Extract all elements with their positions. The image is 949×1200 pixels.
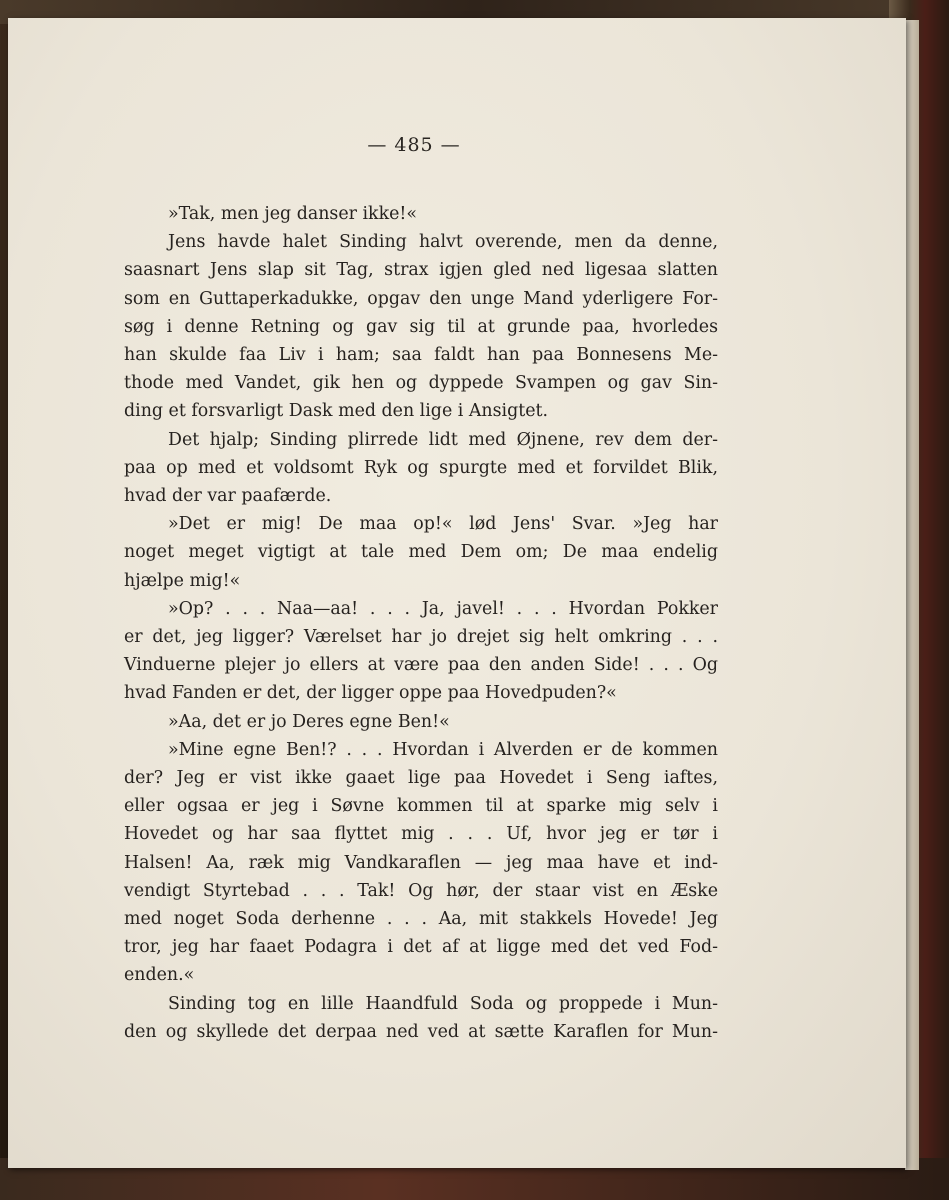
page-stack-edge: [905, 20, 919, 1170]
page-number: — 485 —: [367, 134, 461, 156]
text-line: han skulde faa Liv i ham; saa faldt han paa Bonnesens Me-: [124, 345, 718, 366]
text-line: »Aa, det er jo Deres egne Ben!«: [168, 711, 450, 732]
text-line: med noget Soda derhenne . . . Aa, mit stakkels Hovede! Jeg: [124, 909, 718, 930]
body-text: [124, 200, 718, 1046]
text-line: »Op? . . . Naa—aa! . . . Ja, javel! . . . Hvordan Pokker: [168, 598, 718, 619]
text-line: noget meget vigtigt at tale med Dem om; De maa endelig: [124, 542, 718, 563]
text-line: vendigt Styrtebad . . . Tak! Og hør, der staar vist en Æske: [124, 880, 718, 901]
text-line: Jens havde halet Sinding halvt overende, men da denne,: [168, 232, 718, 253]
text-line: hvad der var paafærde.: [124, 486, 332, 507]
text-line: eller ogsaa er jeg i Søvne kommen til at sparke mig selv i: [124, 796, 718, 817]
text-line: Hovedet og har saa flyttet mig . . . Uf, hvor jeg er tør i: [124, 824, 718, 845]
text-line: den og skyllede det derpaa ned ved at sætte Karaflen for Mun-: [124, 1021, 718, 1042]
text-line: paa op med et voldsomt Ryk og spurgte med et forvildet Blik,: [124, 457, 718, 478]
text-line: Vinduerne plejer jo ellers at være paa den anden Side! . . . Og: [124, 655, 718, 676]
text-line: enden.«: [124, 965, 195, 986]
text-line: hjælpe mig!«: [124, 570, 241, 591]
text-line: Sinding tog en lille Haandfuld Soda og proppede i Mun-: [168, 993, 718, 1014]
text-line: der? Jeg er vist ikke gaaet lige paa Hovedet i Seng iaftes,: [124, 768, 718, 789]
text-line: ding et forsvarligt Dask med den lige i Ansigtet.: [124, 401, 549, 422]
text-line: Det hjalp; Sinding plirrede lidt med Øjnene, rev dem der-: [168, 429, 718, 450]
text-line: hvad Fanden er det, der ligger oppe paa Hovedpuden?«: [124, 683, 617, 704]
text-line: søg i denne Retning og gav sig til at grunde paa, hvorledes: [124, 316, 718, 337]
text-line: »Det er mig! De maa op!« lød Jens' Svar. »Jeg har: [168, 514, 718, 535]
text-line: thode med Vandet, gik hen og dyppede Svampen og gav Sin-: [124, 373, 718, 394]
text-line: Halsen! Aa, ræk mig Vandkaraflen — jeg maa have et ind-: [124, 852, 718, 873]
text-line: tror, jeg har faaet Podagra i det af at ligge med det ved Fod-: [124, 937, 718, 958]
text-line: »Mine egne Ben!? . . . Hvordan i Alverden er de kommen: [168, 739, 718, 760]
text-line: »Tak, men jeg danser ikke!«: [168, 204, 418, 224]
text-line: som en Guttaperkadukke, opgav den unge Mand yderligere For-: [124, 288, 718, 309]
text-line: saasnart Jens slap sit Tag, strax igjen gled ned ligesaa slatten: [124, 260, 718, 281]
book-page: [8, 18, 906, 1168]
text-line: er det, jeg ligger? Værelset har jo drejet sig helt omkring . . .: [124, 627, 718, 648]
